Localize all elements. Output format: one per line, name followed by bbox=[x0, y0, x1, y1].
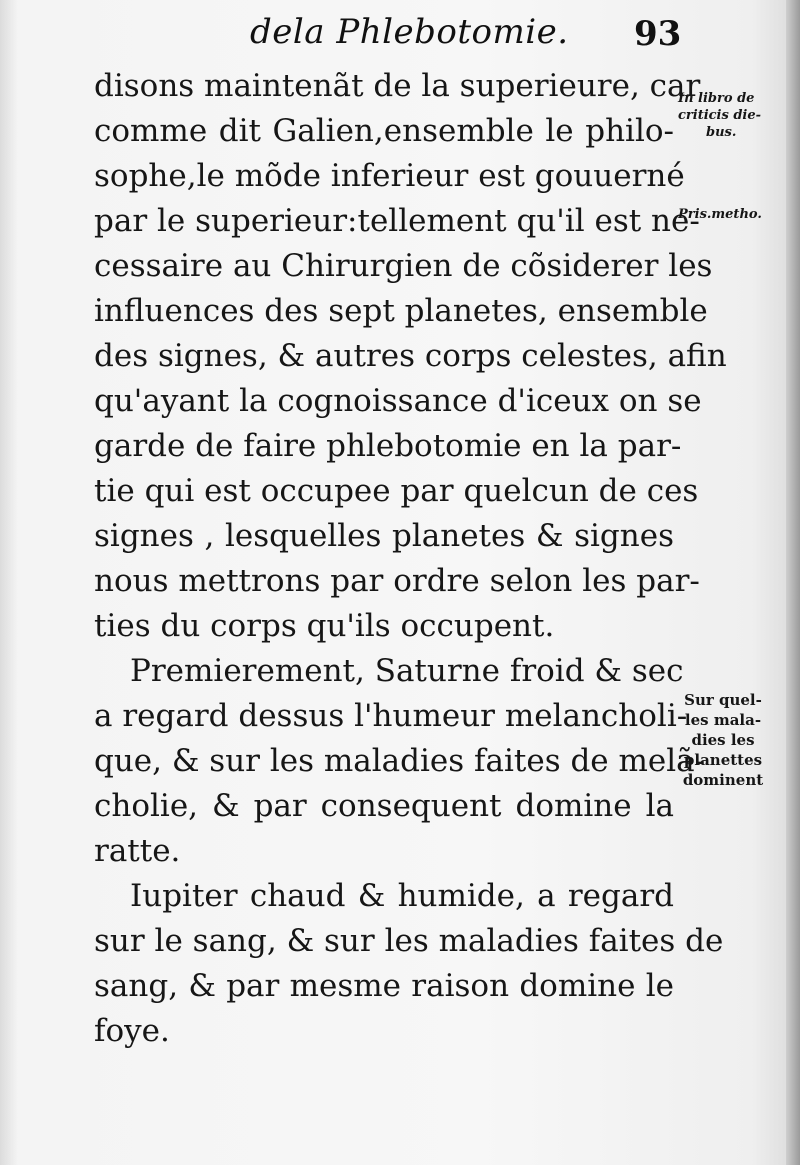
text-line: disons maintenãt de la superieure, car bbox=[94, 68, 701, 104]
margin-note-line: dies les bbox=[691, 731, 755, 749]
paragraph-2 bbox=[94, 649, 706, 874]
margin-note-line: bus. bbox=[706, 125, 737, 140]
paragraph-3 bbox=[94, 874, 724, 1054]
margin-note-line: In libro de bbox=[678, 91, 755, 106]
margin-note-line: les mala- bbox=[684, 711, 762, 729]
margin-note-citation-method bbox=[678, 206, 788, 223]
margin-note-line: dominent bbox=[682, 771, 764, 789]
text-line: comme dit Galien,ensemble le philo- bbox=[94, 113, 674, 149]
text-line: ties du corps qu'ils occupent. bbox=[94, 608, 555, 644]
running-title: dela Phlebotomie. bbox=[250, 12, 569, 52]
text-line: des signes, & autres corps celestes, afin bbox=[94, 338, 727, 374]
text-line: influences des sept planetes, ensemble bbox=[94, 293, 708, 329]
page-number: 93 bbox=[634, 14, 682, 54]
margin-note-citation-galen bbox=[678, 90, 788, 141]
margin-note-planets bbox=[668, 690, 778, 790]
text-line: sang, & par mesme raison domine le bbox=[94, 968, 674, 1004]
text-line: garde de faire phlebotomie en la par- bbox=[94, 428, 682, 464]
page-gutter-shadow bbox=[786, 0, 800, 1165]
margin-note-line: planettes bbox=[683, 751, 763, 769]
margin-note-line: Pris.metho. bbox=[678, 207, 762, 222]
margin-note-line: criticis die- bbox=[678, 108, 762, 123]
text-line: sophe,le mõde inferieur est gouuerné bbox=[94, 158, 685, 194]
text-line: ratte. bbox=[94, 833, 181, 869]
text-line: cholie, & par consequent domine la bbox=[94, 788, 674, 824]
text-line: nous mettrons par ordre selon les par- bbox=[94, 563, 700, 599]
text-line: Iupiter chaud & humide, a regard bbox=[130, 878, 674, 914]
text-line: Premierement, Saturne froid & sec bbox=[130, 653, 684, 689]
text-line: que, & sur les maladies faites de melã- bbox=[94, 743, 706, 779]
text-line: signes , lesquelles planetes & signes bbox=[94, 518, 674, 554]
text-line: a regard dessus l'humeur melancholi- bbox=[94, 698, 688, 734]
text-line: tie qui est occupee par quelcun de ces bbox=[94, 473, 699, 509]
text-line: sur le sang, & sur les maladies faites de bbox=[94, 923, 724, 959]
text-line: cessaire au Chirurgien de cõsiderer les bbox=[94, 248, 713, 284]
text-line: qu'ayant la cognoissance d'iceux on se bbox=[94, 383, 702, 419]
margin-note-line: Sur quel- bbox=[684, 691, 762, 709]
text-line: foye. bbox=[94, 1013, 170, 1049]
text-line: par le superieur:tellement qu'il est ne- bbox=[94, 203, 700, 239]
